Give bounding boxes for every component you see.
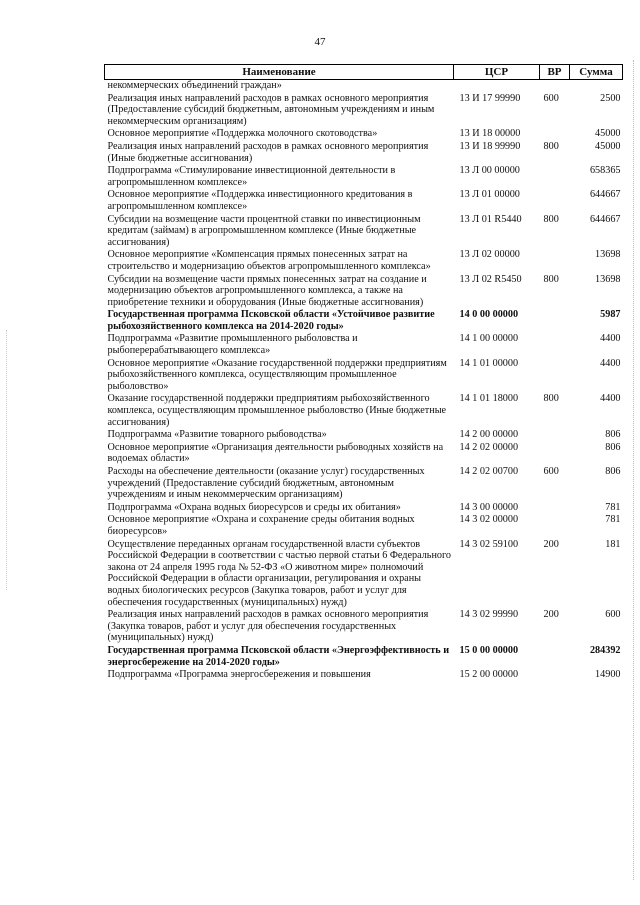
cell-vr: 600 xyxy=(543,466,559,477)
cell-sum: 644667 xyxy=(589,213,621,225)
cell-sum xyxy=(570,80,623,93)
header-name: Наименование xyxy=(105,65,454,80)
cell-csr: 15 2 00 00000 xyxy=(459,669,519,681)
cell-name: Субсидии на возмещение части процентной ставки по инвестиционным кредитам (займам) в агропромышленном комплексе (Иные бюджетные ассигнования) xyxy=(107,213,421,248)
cell-name: Субсидии на возмещение части прямых понесенных затрат на создание и модернизацию объектов агропромышленного комплекса, а также на приобретение техники и оборудования (Иные бюджетные ассигнования) xyxy=(107,273,427,308)
cell-csr: 14 0 00 00000 xyxy=(459,309,519,321)
cell-sum: 4400 xyxy=(600,357,621,369)
cell-csr: 14 3 02 59100 xyxy=(459,538,519,550)
cell-sum: 45000 xyxy=(595,140,621,152)
cell-name: Государственная программа Псковской области «Энергоэффективность и энергосбережение на 2014-2020 годы» xyxy=(107,644,450,668)
table-row xyxy=(105,309,623,333)
cell-csr: 13 И 17 99990 xyxy=(459,92,521,104)
cell-name: некоммерческих объединений граждан» xyxy=(107,80,282,91)
cell-csr: 14 1 01 18000 xyxy=(459,393,519,405)
cell-vr xyxy=(540,429,570,442)
cell-csr: 14 2 00 00000 xyxy=(459,429,519,441)
table-row xyxy=(105,80,623,93)
table-row xyxy=(105,502,623,515)
cell-csr: 14 3 00 00000 xyxy=(459,501,519,513)
cell-sum: 4400 xyxy=(600,393,621,405)
cell-name: Подпрограмма «Развитие промышленного рыболовства и рыбоперерабатывающего комплекса» xyxy=(107,333,358,357)
page-number: 47 xyxy=(314,36,326,48)
cell-sum: 644667 xyxy=(589,189,621,201)
cell-vr: 200 xyxy=(543,538,559,550)
cell-vr xyxy=(540,645,570,669)
cell-csr: 13 И 18 00000 xyxy=(459,128,521,140)
table-row xyxy=(105,609,623,645)
cell-csr: 14 3 02 00000 xyxy=(459,514,519,526)
cell-vr: 800 xyxy=(543,213,559,225)
cell-vr xyxy=(540,309,570,333)
cell-name: Основное мероприятие «Охрана и сохранение среды обитания водных биоресурсов» xyxy=(107,514,415,537)
table-row xyxy=(105,189,623,213)
header-csr: ЦСР xyxy=(454,65,540,80)
cell-vr xyxy=(540,249,570,273)
cell-vr: 200 xyxy=(543,609,559,621)
cell-vr xyxy=(540,358,570,394)
cell-csr: 13 Л 01 00000 xyxy=(459,189,520,201)
cell-vr: 800 xyxy=(543,393,559,405)
cell-sum: 13698 xyxy=(595,273,621,285)
cell-sum: 806 xyxy=(605,441,621,453)
header-row xyxy=(105,65,623,80)
table-row xyxy=(105,539,623,610)
table-row xyxy=(105,333,623,357)
cell-vr xyxy=(540,165,570,189)
cell-csr: 13 Л 01 R5440 xyxy=(459,213,522,225)
cell-vr: 600 xyxy=(543,92,559,104)
cell-csr: 13 Л 02 00000 xyxy=(459,249,520,261)
cell-sum: 806 xyxy=(605,429,621,441)
cell-vr xyxy=(540,189,570,213)
cell-csr xyxy=(454,80,540,93)
cell-sum: 781 xyxy=(605,501,621,513)
cell-vr xyxy=(540,442,570,466)
cell-csr: 14 3 02 99990 xyxy=(459,609,519,621)
header-vr: ВР xyxy=(540,65,570,80)
budget-table xyxy=(104,64,623,682)
cell-sum: 45000 xyxy=(595,128,621,140)
cell-name: Основное мероприятие «Оказание государственной поддержки предприятиям рыбохозяйственного комплекса, осуществляющим промышленное рыболовство» xyxy=(107,357,447,392)
table-row xyxy=(105,93,623,129)
table-row xyxy=(105,358,623,394)
cell-vr xyxy=(540,669,570,682)
table-row xyxy=(105,141,623,165)
scan-edge-artifact-left xyxy=(6,330,8,590)
table-row xyxy=(105,645,623,669)
cell-sum: 781 xyxy=(605,514,621,526)
cell-sum: 806 xyxy=(605,466,621,477)
cell-csr: 13 И 18 99990 xyxy=(459,140,521,152)
cell-csr: 14 2 02 00700 xyxy=(459,466,519,477)
cell-name: Реализация иных направлений расходов в рамках основного мероприятия (Иные бюджетные ассигнования) xyxy=(107,140,429,164)
cell-vr xyxy=(540,80,570,93)
table-row xyxy=(105,214,623,250)
table-header xyxy=(105,65,623,80)
table-row xyxy=(105,249,623,273)
table-body xyxy=(105,80,623,682)
cell-vr: 800 xyxy=(543,273,559,285)
cell-name: Подпрограмма «Охрана водных биоресурсов и среды их обитания» xyxy=(107,501,401,513)
scan-edge-artifact xyxy=(632,60,634,880)
cell-vr xyxy=(540,333,570,357)
cell-vr: 800 xyxy=(543,140,559,152)
cell-name: Подпрограмма «Развитие товарного рыбоводства» xyxy=(107,429,327,441)
cell-sum: 600 xyxy=(605,609,621,621)
cell-name: Государственная программа Псковской области «Устойчивое развитие рыбохозяйственного комплекса на 2014-2020 годы» xyxy=(107,309,435,332)
cell-name: Расходы на обеспечение деятельности (оказание услуг) государственных учреждений (Предоставление субсидий бюджетным, автономным учреждениям и иным некоммерческим организациям) xyxy=(107,466,425,501)
cell-vr xyxy=(540,514,570,538)
cell-sum: 658365 xyxy=(589,165,621,177)
table-row xyxy=(105,274,623,310)
cell-csr: 13 Л 02 R5450 xyxy=(459,273,522,285)
cell-name: Основное мероприятие «Поддержка молочного скотоводства» xyxy=(107,128,378,140)
cell-name: Основное мероприятие «Организация деятельности рыбоводных хозяйств на водоемах области» xyxy=(107,441,444,465)
cell-vr xyxy=(540,128,570,141)
table-row xyxy=(105,514,623,538)
cell-csr: 14 1 00 00000 xyxy=(459,333,519,345)
cell-csr: 14 1 01 00000 xyxy=(459,357,519,369)
cell-csr: 13 Л 00 00000 xyxy=(459,165,520,177)
cell-sum: 2500 xyxy=(600,92,621,104)
cell-name: Реализация иных направлений расходов в рамках основного мероприятия (Закупка товаров, работ и услуг для обеспечения государственных (муниципальных) нужд) xyxy=(107,609,429,644)
cell-name: Основное мероприятие «Компенсация прямых понесенных затрат на строительство и модернизацию объектов агропромышленного комплекса» xyxy=(107,249,431,272)
table-row xyxy=(105,165,623,189)
budget-table-container xyxy=(104,64,622,682)
table-row xyxy=(105,442,623,466)
cell-sum: 13698 xyxy=(595,249,621,261)
cell-csr: 14 2 02 00000 xyxy=(459,441,519,453)
cell-name: Реализация иных направлений расходов в рамках основного мероприятия (Предоставление субсидий бюджетным, автономным учреждениям и иным некоммерческим организациям) xyxy=(107,92,435,127)
cell-name: Оказание государственной поддержки предприятиям рыбохозяйственного комплекса, осуществляющим промышленное рыболовство (Иные бюджетные ассигнования) xyxy=(107,393,447,428)
cell-vr xyxy=(540,502,570,515)
cell-sum: 181 xyxy=(605,538,621,550)
cell-sum: 284392 xyxy=(589,644,621,656)
cell-name: Основное мероприятие «Поддержка инвестиционного кредитования в агропромышленном комплексе» xyxy=(107,189,413,212)
table-row xyxy=(105,669,623,682)
cell-csr: 15 0 00 00000 xyxy=(459,644,519,656)
cell-name: Подпрограмма «Стимулирование инвестиционной деятельности в агропромышленном комплексе» xyxy=(107,165,396,188)
table-row xyxy=(105,429,623,442)
cell-sum: 4400 xyxy=(600,333,621,345)
table-row xyxy=(105,393,623,429)
header-sum: Сумма xyxy=(570,65,623,80)
cell-name: Осуществление переданных органам государственной власти субъектов Российской Федерации в соответствии с частью первой статьи 6 Федерального закона от 24 апреля 1995 года № 52-ФЗ «О животном мире» полномочий Российской Федерации в области организации, регулирования и охраны водных биологических ресурсов (Закупка товаров, работ и услуг для обеспечения государственных (муниципальных) нужд) xyxy=(107,538,452,608)
cell-sum: 5987 xyxy=(600,309,621,321)
table-row xyxy=(105,128,623,141)
cell-name: Подпрограмма «Программа энергосбережения и повышения xyxy=(107,669,371,681)
table-row xyxy=(105,466,623,502)
cell-sum: 14900 xyxy=(595,669,621,681)
